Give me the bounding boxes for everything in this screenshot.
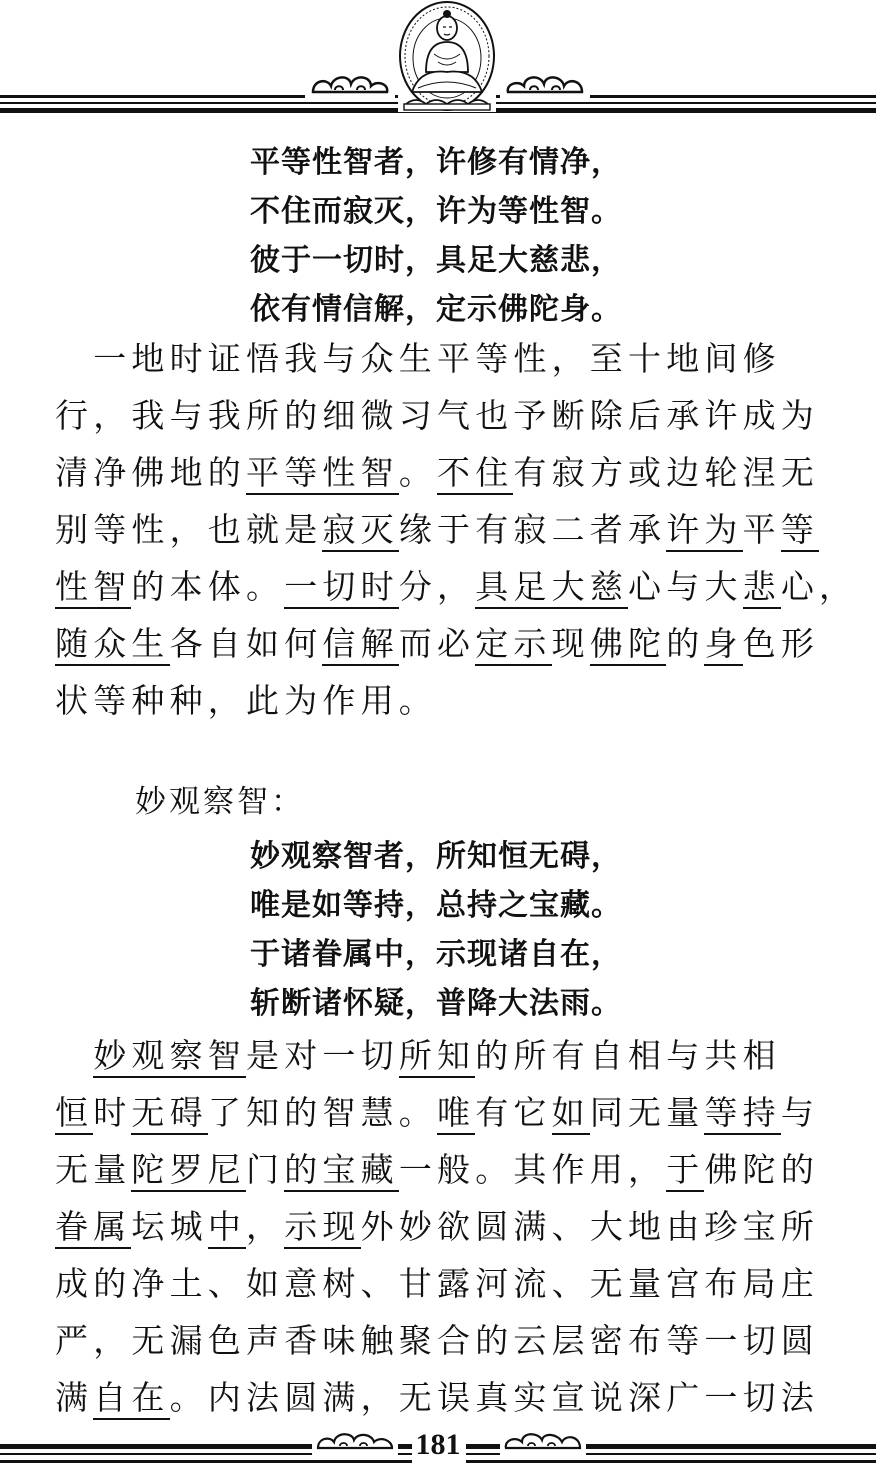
underlined-term: 随众生	[55, 624, 170, 666]
text-segment: 门	[246, 1150, 285, 1189]
text-segment: 的本体。	[131, 567, 285, 606]
underlined-term: 佛陀	[590, 624, 666, 666]
text-segment: 的所有自相与共相	[475, 1036, 781, 1075]
section-heading: 妙观察智：	[135, 784, 305, 820]
text-line	[55, 330, 845, 387]
text-segment: 与	[780, 1093, 820, 1132]
text-segment: 心，	[780, 567, 858, 606]
underlined-term: 寂灭	[322, 510, 398, 552]
text-segment: 严，无漏色声香味触聚合的云层密布等一切圆	[55, 1321, 819, 1360]
underlined-term: 唯	[437, 1093, 475, 1135]
underlined-term: 性智	[55, 567, 131, 609]
text-line	[55, 672, 845, 729]
commentary-paragraph	[55, 330, 858, 729]
underlined-term: 平等性智	[246, 453, 399, 495]
text-segment: 而必	[398, 624, 476, 663]
underlined-term: 示现	[284, 1207, 360, 1249]
text-segment: 一地时证悟我与众生平等性，至十地间修	[55, 339, 781, 378]
text-segment: 各自如何	[169, 624, 323, 663]
text-line	[55, 1141, 845, 1198]
text-segment: 现	[551, 624, 590, 663]
text-segment: 平	[742, 510, 781, 549]
underlined-term: 中	[208, 1207, 246, 1249]
text-line	[55, 615, 845, 672]
page-number: 181	[415, 1428, 461, 1461]
text-segment: 了知的智慧。	[207, 1093, 438, 1132]
auspicious-cloud-icon	[305, 70, 395, 100]
text-segment: 是对一切	[246, 1036, 399, 1075]
underlined-term: 身	[704, 624, 742, 666]
underlined-term: 于	[666, 1150, 704, 1192]
underlined-term: 定示	[475, 624, 551, 666]
verse-line: 彼于一切时，具足大慈悲，	[250, 243, 622, 278]
buddha-figure-icon	[398, 0, 496, 112]
text-segment: 清净佛地的	[55, 453, 246, 492]
text-segment: 成的净土、如意树、甘露河流、无量宫布局庄	[55, 1264, 819, 1303]
verse-block	[250, 138, 670, 334]
underlined-term: 如	[552, 1093, 590, 1135]
underlined-term: 悲	[743, 567, 781, 609]
verse-line: 于诸眷属中，示现诸自在，	[250, 937, 622, 972]
text-segment: 有寂方或边轮涅无	[513, 453, 820, 492]
text-line	[55, 558, 858, 615]
text-segment: 状等种种，此为作用。	[55, 681, 437, 720]
underlined-term: 的宝藏	[284, 1150, 399, 1192]
text-segment: 。	[398, 453, 438, 492]
verse-line: 依有情信解，定示佛陀身。	[250, 292, 622, 327]
verse-line: 唯是如等持，总持之宝藏。	[250, 888, 622, 923]
underlined-term: 等持	[704, 1093, 780, 1135]
text-segment: 同无量	[589, 1093, 705, 1132]
text-segment: 一般。其作用，	[398, 1150, 667, 1189]
text-segment: 别等性，也就是	[55, 510, 323, 549]
text-line	[55, 501, 845, 558]
text-segment: 缘于有寂二者承	[398, 510, 667, 549]
verse-line: 不住而寂灭，许为等性智。	[250, 194, 622, 229]
text-segment: 时	[93, 1093, 132, 1132]
text-segment: 满	[55, 1378, 94, 1417]
text-segment: ，	[246, 1207, 285, 1246]
underlined-term: 信解	[322, 624, 398, 666]
text-segment: 行，我与我所的细微习气也予断除后承许成为	[55, 396, 819, 435]
underlined-term: 不住	[437, 453, 513, 495]
underlined-term: 具足大慈	[475, 567, 628, 609]
text-segment: 的	[666, 624, 705, 663]
header-ornament	[0, 0, 876, 115]
text-line	[55, 1255, 845, 1312]
verse-line: 斩断诸怀疑，普降大法雨。	[250, 986, 622, 1021]
underlined-term: 恒	[55, 1093, 93, 1135]
text-line	[55, 1369, 845, 1426]
text-line	[55, 1198, 845, 1255]
underlined-term: 一切时	[284, 567, 399, 609]
text-segment: 外妙欲圆满、大地由珍宝所	[360, 1207, 820, 1246]
text-segment: 无量	[55, 1150, 132, 1189]
underlined-term: 等	[781, 510, 819, 552]
verse-block	[250, 832, 670, 1028]
underlined-term: 所知	[399, 1036, 475, 1078]
text-line	[55, 444, 845, 501]
text-line	[55, 1027, 845, 1084]
text-segment: 色形	[742, 624, 820, 663]
text-segment: 心与大	[628, 567, 743, 606]
text-line	[55, 1312, 845, 1369]
auspicious-cloud-icon	[500, 70, 590, 100]
text-segment: 坛城	[131, 1207, 208, 1246]
verse-line: 平等性智者，许修有情净，	[250, 145, 622, 180]
commentary-paragraph	[55, 1027, 845, 1426]
text-line	[55, 387, 845, 444]
text-segment: 。内法圆满，无误真实宣说深广一切法	[169, 1378, 820, 1417]
text-line	[55, 1084, 845, 1141]
text-segment: 有它	[475, 1093, 552, 1132]
verse-line: 妙观察智者，所知恒无碍，	[250, 839, 622, 874]
underlined-term: 许为	[666, 510, 742, 552]
underlined-term: 自在	[93, 1378, 169, 1420]
underlined-term: 妙观察智	[93, 1036, 246, 1078]
text-segment: 分，	[398, 567, 476, 606]
underlined-term: 眷属	[55, 1207, 131, 1249]
underlined-term: 无碍	[131, 1093, 207, 1135]
underlined-term: 陀罗尼	[131, 1150, 246, 1192]
text-segment	[55, 1036, 93, 1075]
text-segment: 佛陀的	[704, 1150, 820, 1189]
